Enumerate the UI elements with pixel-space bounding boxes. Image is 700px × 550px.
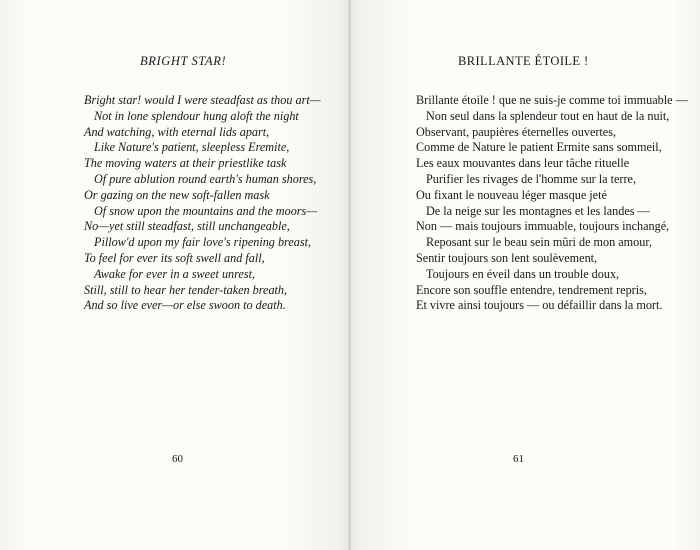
poem-line: Awake for ever in a sweet unrest, bbox=[94, 266, 256, 281]
poem-line: Sentir toujours son lent soulèvement, bbox=[416, 250, 598, 265]
poem-line: And watching, with eternal lids apart, bbox=[84, 124, 270, 139]
poem-line: Reposant sur le beau sein mûri de mon amour, bbox=[426, 235, 652, 250]
poem-line: Et vivre ainsi toujours — ou défaillir dans la mort. bbox=[416, 298, 663, 313]
poem-line: No—yet still steadfast, still unchangeable, bbox=[84, 219, 290, 234]
poem-line: De la neige sur les montagnes et les landes — bbox=[426, 203, 650, 218]
page-number-right: 61 bbox=[513, 453, 524, 465]
poem-line: Like Nature's patient, sleepless Eremite, bbox=[94, 140, 290, 155]
poem-line: Ou fixant le nouveau léger masque jeté bbox=[416, 187, 607, 202]
poem-line: Brillante étoile ! que ne suis-je comme toi immuable — bbox=[416, 93, 688, 107]
poem-line: Non seul dans la splendeur tout en haut de la nuit, bbox=[426, 108, 670, 123]
poem-line: Les eaux mouvantes dans leur tâche rituelle bbox=[416, 156, 630, 171]
poem-line: Not in lone splendour hung aloft the night bbox=[94, 108, 299, 123]
poem-line: Pillow'd upon my fair love's ripening breast, bbox=[94, 235, 312, 250]
poem-line: Or gazing on the new soft-fallen mask bbox=[84, 187, 270, 202]
poem-title-french: BRILLANTE ÉTOILE ! bbox=[458, 54, 589, 68]
poem-line: Still, still to hear her tender-taken breath, bbox=[84, 282, 288, 297]
poem-line: Non — mais toujours immuable, toujours inchangé, bbox=[416, 219, 670, 234]
poem-french bbox=[416, 93, 688, 314]
poem-line: And so live ever—or else swoon to death. bbox=[84, 298, 286, 313]
poem-line: Purifier les rivages de l'homme sur la terre, bbox=[426, 171, 636, 186]
poem-line: Of snow upon the mountains and the moors— bbox=[94, 203, 318, 218]
poem-line: To feel for ever its soft swell and fall, bbox=[84, 250, 265, 265]
poem-line: Comme de Nature le patient Ermite sans sommeil, bbox=[416, 140, 662, 155]
poem-line: Toujours en éveil dans un trouble doux, bbox=[426, 266, 620, 281]
poem-line: Bright star! would I were steadfast as thou art— bbox=[84, 93, 321, 107]
poem-line: The moving waters at their priestlike task bbox=[84, 156, 287, 171]
poem-english bbox=[84, 93, 321, 314]
poem-line: Observant, paupières éternelles ouvertes, bbox=[416, 124, 616, 139]
page-number-left: 60 bbox=[172, 453, 183, 465]
poem-line: Encore son souffle entendre, tendrement repris, bbox=[416, 282, 647, 297]
poem-title-english: BRIGHT STAR! bbox=[140, 54, 227, 68]
poem-line: Of pure ablution round earth's human shores, bbox=[94, 171, 317, 186]
